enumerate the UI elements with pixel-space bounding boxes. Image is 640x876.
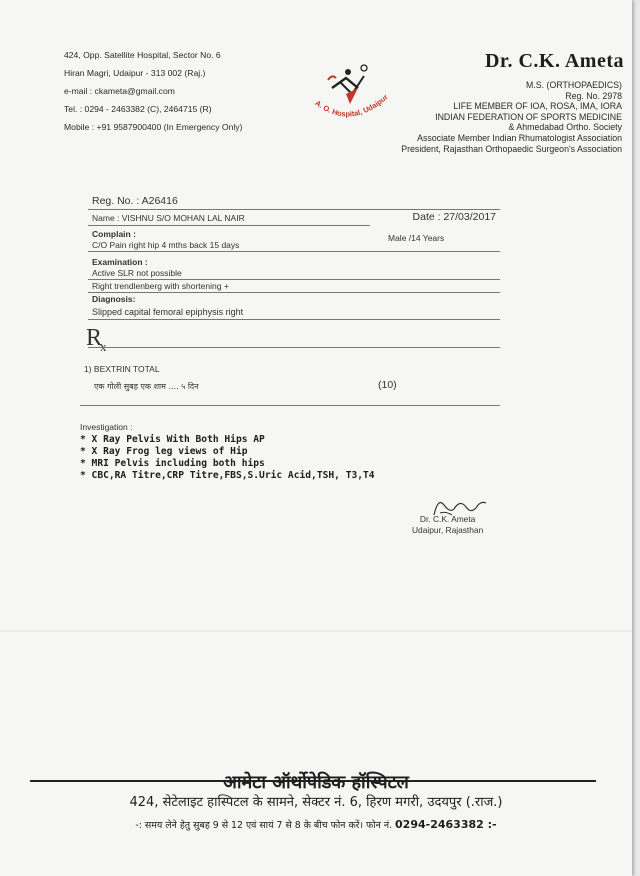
divider	[88, 319, 500, 320]
divider	[88, 279, 500, 280]
hospital-phone: 0294-2463382 :-	[395, 818, 497, 831]
investigation-item: * MRI Pelvis including both hips	[80, 458, 265, 469]
qualification-line: President, Rajasthan Orthopaedic Surgeon's Association	[401, 143, 622, 154]
clinic-address-block	[64, 46, 242, 136]
medicine-line: 1) BEXTRIN TOTAL	[84, 364, 160, 374]
telephone-line: Tel. : 0294 - 2463382 (C), 2464715 (R)	[64, 104, 212, 114]
divider	[88, 225, 370, 226]
email-line: e-mail : ckameta@gmail.com	[64, 86, 175, 96]
address-line: 424, Opp. Satellite Hospital, Sector No. 6	[64, 50, 221, 60]
examination-line: Active SLR not possible	[92, 268, 182, 278]
qualification-line: Associate Member Indian Rhumatologist Association	[417, 132, 622, 143]
address-line: Hiran Magri, Udaipur - 313 002 (Raj.)	[64, 68, 206, 78]
divider	[88, 209, 500, 210]
divider	[88, 347, 500, 348]
patient-age-sex: Male /14 Years	[388, 233, 445, 243]
qualification-line: LIFE MEMBER OF IOA, ROSA, IMA, IORA	[453, 101, 622, 112]
investigation-label: Investigation :	[80, 422, 133, 432]
examination-line: Right trendlenberg with shortening +	[92, 281, 229, 291]
appointment-timing	[0, 818, 632, 831]
complain-label: Complain :	[92, 229, 136, 239]
qualification-line: & Ahmedabad Ortho. Society	[508, 122, 622, 133]
signatory-name: Dr. C.K. Ameta	[419, 514, 476, 524]
hospital-address-hindi: 424, सेटेलाइट हास्पिटल के सामने, सेक्टर नं. 6, हिरण मगरी, उदयपुर (.राज.)	[129, 795, 503, 810]
examination-label: Examination :	[92, 257, 148, 267]
rx-symbol: $R_x$	[86, 325, 107, 354]
signatory-place: Udaipur, Rajasthan	[412, 525, 484, 535]
qualification-line: INDIAN FEDERATION OF SPORTS MEDICINE	[435, 111, 622, 122]
diagnosis-text: Slipped capital femoral epiphysis right	[92, 307, 244, 317]
mobile-line: Mobile : +91 9587900400 (In Emergency Only)	[64, 122, 243, 132]
patient-name: Name : VISHNU S/O MOHAN LAL NAIR	[92, 213, 245, 223]
investigation-item: * CBC,RA Titre,CRP Titre,FBS,S.Uric Acid,TSH, T3,T4	[80, 470, 375, 481]
paper-fold	[0, 630, 632, 632]
divider	[80, 405, 500, 406]
complain-text: C/O Pain right hip 4 mths back 15 days	[92, 240, 240, 250]
divider	[88, 292, 500, 293]
investigation-block	[80, 422, 375, 481]
svg-text:A. O. Hospital, Udaipur: A. O. Hospital, Udaipur	[313, 92, 390, 119]
prescription-date: Date : 27/03/2017	[412, 211, 496, 223]
doctor-name: Dr. C.K. Ameta	[484, 50, 624, 72]
investigation-item: * X Ray Pelvis With Both Hips AP	[80, 434, 265, 445]
qualifications-block	[401, 80, 622, 154]
dosage-line: एक गोली सुबह एक शाम .... ५ दिन	[94, 382, 199, 391]
investigation-item: * X Ray Frog leg views of Hip	[80, 446, 248, 457]
reg-number: Reg. No. : A26416	[92, 195, 178, 207]
hospital-name-hindi: आमेटा ऑर्थोपेडिक हॉस्पिटल	[223, 772, 409, 793]
timing-text: -: समय लेने हेतु सुबह 9 से 12 एवं सायं 7 से 8 के बीच फोन करें। फोन नं.	[135, 820, 393, 831]
signature-block	[412, 514, 483, 536]
hospital-logo	[302, 58, 398, 126]
divider	[88, 251, 500, 252]
qualification-line: Reg. No. 2978	[565, 90, 622, 101]
medicine-quantity: (10)	[378, 379, 397, 391]
diagnosis-label: Diagnosis:	[92, 294, 136, 304]
qualification-line: M.S. (ORTHOPAEDICS)	[526, 80, 622, 90]
